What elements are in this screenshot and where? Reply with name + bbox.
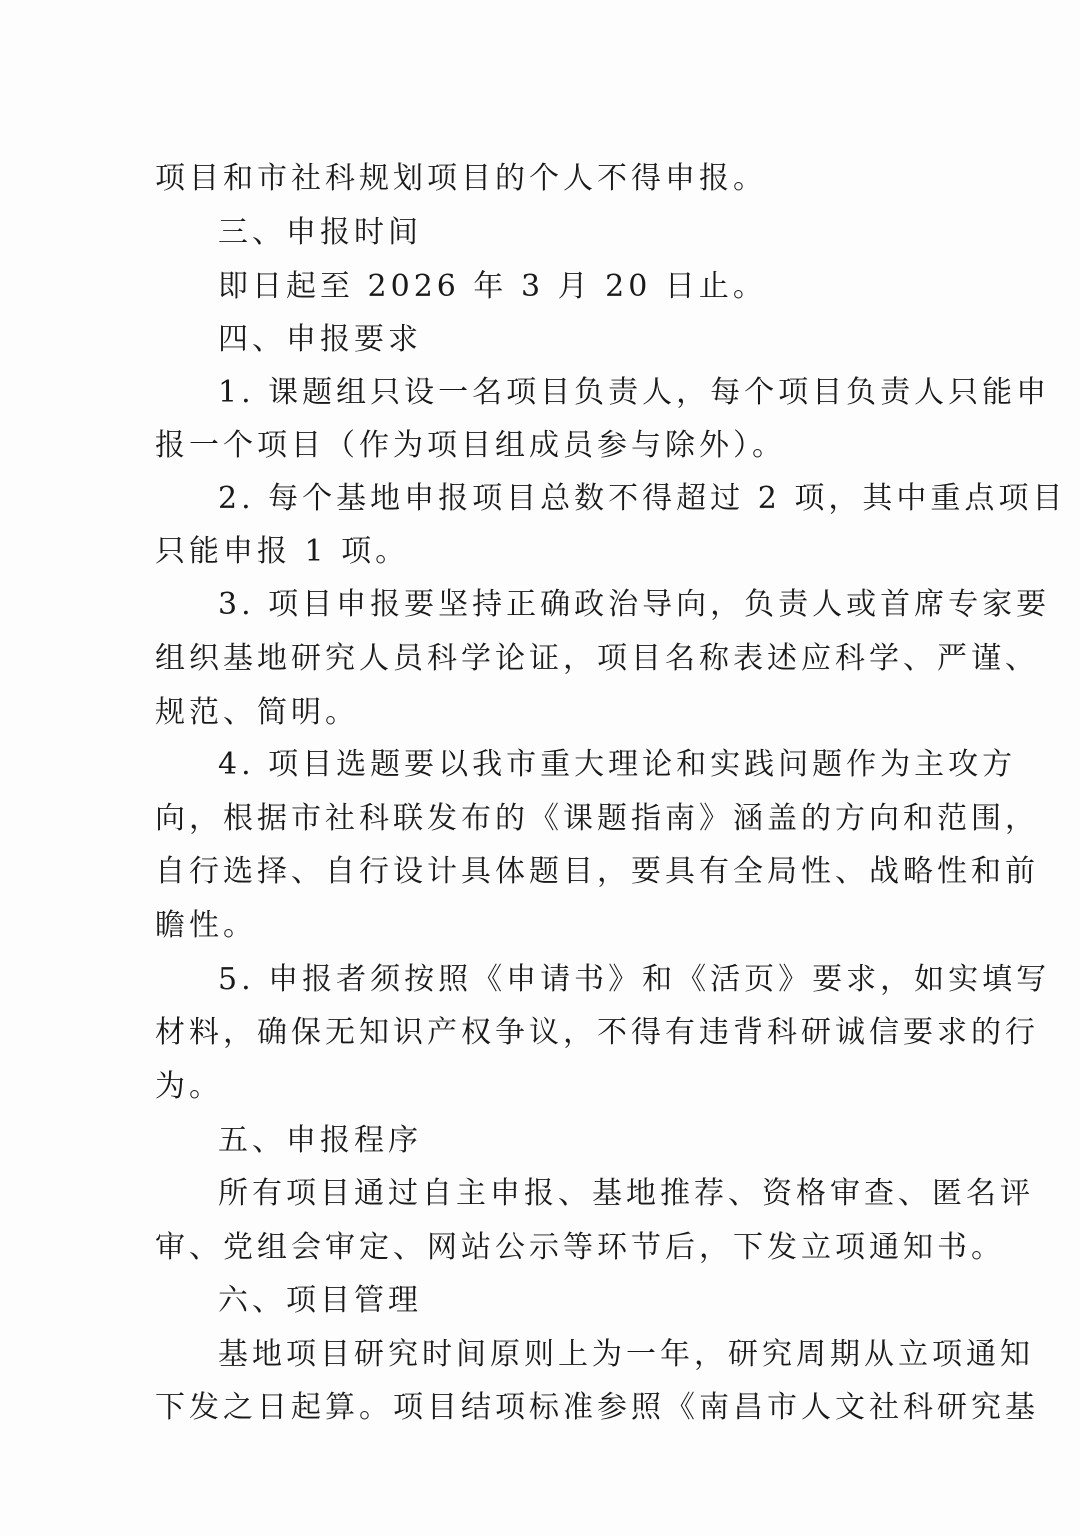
- body-line: 向，根据市社科联发布的《课题指南》涵盖的方向和范围，: [155, 801, 1039, 836]
- body-line: 基地项目研究时间原则上为一年，研究周期从立项通知: [218, 1337, 1034, 1372]
- body-line: 3. 项目申报要坚持正确政治导向，负责人或首席专家要: [218, 587, 1051, 622]
- body-line: 项目和市社科规划项目的个人不得申报。: [155, 161, 767, 196]
- body-line: 为。: [155, 1069, 223, 1104]
- body-line: 自行选择、自行设计具体题目，要具有全局性、战略性和前: [155, 854, 1039, 889]
- body-line: 下发之日起算。项目结项标准参照《南昌市人文社科研究基: [155, 1390, 1039, 1425]
- body-line: 报一个项目（作为项目组成员参与除外）。: [155, 428, 786, 463]
- section-heading-procedure: 五、申报程序: [218, 1123, 422, 1158]
- body-line: 1. 课题组只设一名项目负责人，每个项目负责人只能申: [218, 375, 1051, 410]
- body-line: 材料，确保无知识产权争议，不得有违背科研诚信要求的行: [155, 1015, 1039, 1050]
- body-line: 组织基地研究人员科学论证，项目名称表述应科学、严谨、: [155, 641, 1039, 676]
- body-line: 瞻性。: [155, 908, 257, 943]
- body-line: 2. 每个基地申报项目总数不得超过 2 项，其中重点项目: [218, 481, 1067, 516]
- section-heading-time: 三、申报时间: [218, 215, 422, 250]
- body-line: 5. 申报者须按照《申请书》和《活页》要求，如实填写: [218, 962, 1051, 997]
- body-line: 所有项目通过自主申报、基地推荐、资格审查、匿名评: [218, 1176, 1034, 1211]
- section-heading-management: 六、项目管理: [218, 1283, 422, 1318]
- body-line: 规范、简明。: [155, 695, 359, 730]
- body-line: 4. 项目选题要以我市重大理论和实践问题作为主攻方: [218, 747, 1017, 782]
- body-line: 审、党组会审定、网站公示等环节后，下发立项通知书。: [155, 1230, 1005, 1265]
- body-line: 只能申报 1 项。: [155, 534, 410, 569]
- section-heading-requirements: 四、申报要求: [218, 322, 422, 357]
- body-line: 即日起至 2026 年 3 月 20 日止。: [218, 269, 767, 304]
